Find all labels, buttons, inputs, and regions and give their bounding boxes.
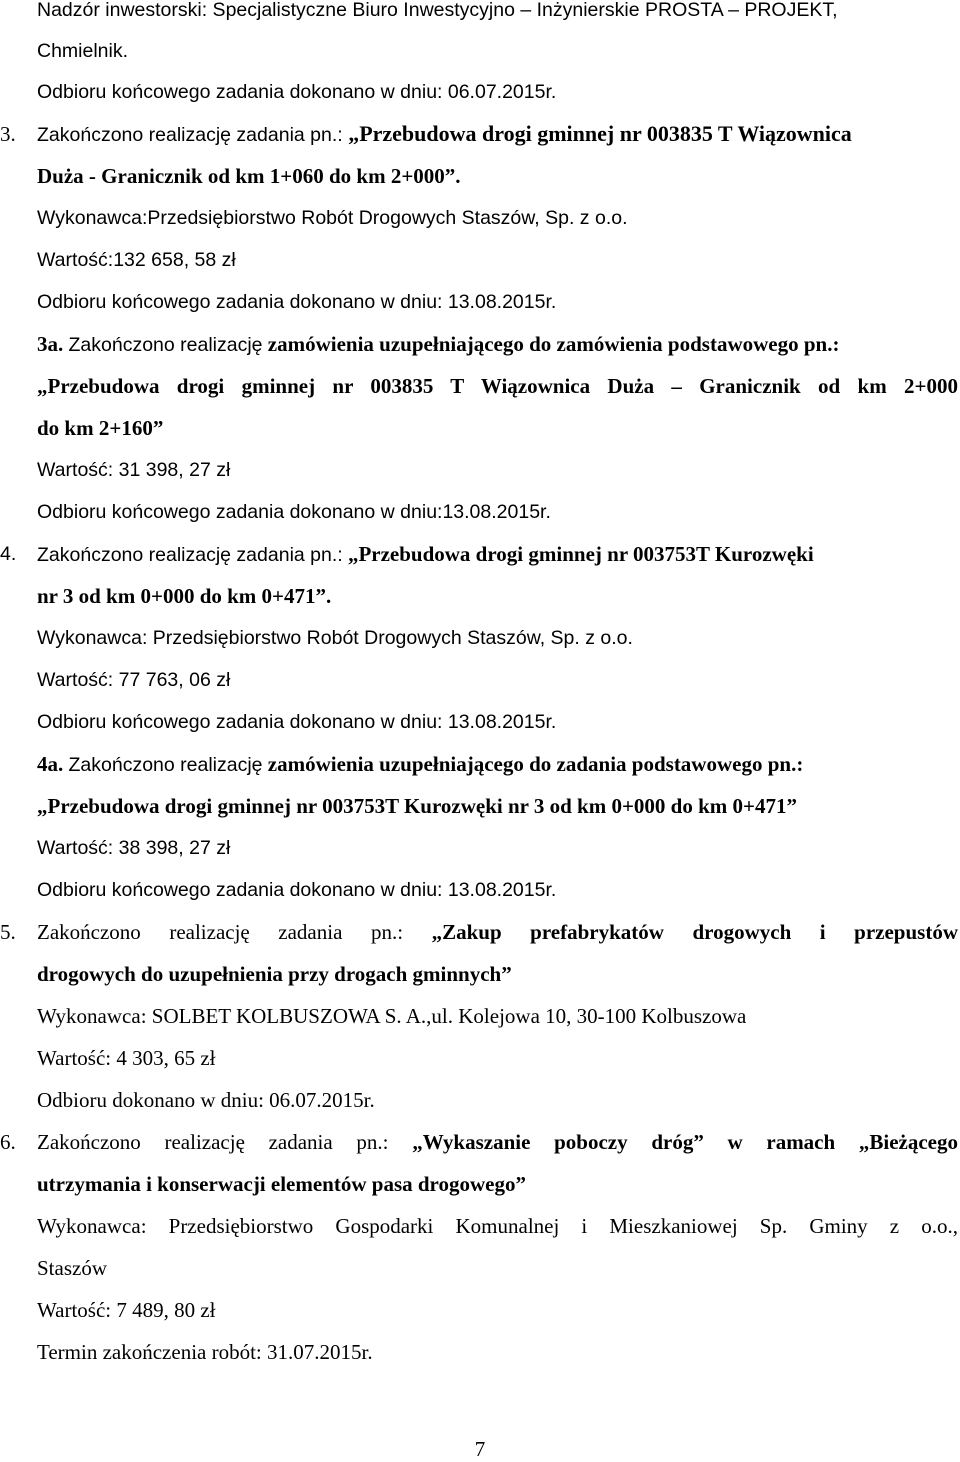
item-5-value: Wartość: 4 303, 65 zł (37, 1046, 216, 1070)
item-4a-tail: pn.: (767, 752, 804, 776)
item-3a-title-line-2: do km 2+160” (37, 416, 164, 440)
item-3-contractor: Wykonawca:Przedsiębiorstwo Robót Drogowych Staszów, Sp. z o.o. (37, 207, 628, 229)
page-number: 7 (474, 1437, 486, 1461)
item-4-contractor: Wykonawca: Przedsiębiorstwo Robót Drogowych Staszów, Sp. z o.o. (37, 627, 633, 649)
item-3a-acceptance: Odbioru końcowego zadania dokonano w dniu:13.08.2015r. (37, 501, 551, 523)
item-6-title-line-1: „Wykaszanie poboczy dróg” w ramach „Bieżącego (412, 1130, 958, 1154)
item-3a-title-line-1: „Przebudowa drogi gminnej nr 003835 T Wiązownica Duża – Granicznik od km 2+000 (37, 374, 958, 398)
item-4a-title-line-1-row (37, 793, 958, 819)
item-6-contractor-line-2: Staszów (37, 1256, 107, 1280)
item-3a-value: Wartość: 31 398, 27 zł (37, 459, 231, 481)
item-5-lead: Zakończono realizację zadania pn.: (37, 920, 404, 944)
item-4-number: 4. (0, 543, 17, 565)
item-6-contractor-line-1: Wykonawca: Przedsiębiorstwo Gospodarki Komunalnej i Mieszkaniowej Sp. Gminy z o.o., (37, 1214, 958, 1238)
item-4-title-line-2: nr 3 od km 0+000 do km 0+471”. (37, 584, 332, 608)
item-3-acceptance: Odbioru końcowego zadania dokonano w dniu: 13.08.2015r. (37, 291, 557, 313)
item-5-acceptance: Odbioru dokonano w dniu: 06.07.2015r. (37, 1088, 375, 1112)
item-4a-acceptance: Odbioru końcowego zadania dokonano w dniu: 13.08.2015r. (37, 879, 557, 901)
item-5-heading (37, 919, 958, 945)
item-4-acceptance: Odbioru końcowego zadania dokonano w dniu: 13.08.2015r. (37, 711, 557, 733)
item-3a-title-line-2-row (37, 415, 958, 441)
item-3a-title-line-1-row (37, 373, 958, 399)
item-3-title-line-2-row (37, 163, 958, 189)
item-5-title-line-1: „Zakup prefabrykatów drogowych i przepustów (431, 920, 958, 944)
item-3a-number: 3a. (37, 332, 64, 356)
item-4-lead: Zakończono realizację zadania pn.: (37, 544, 343, 566)
item-4a-value: Wartość: 38 398, 27 zł (37, 837, 231, 859)
item-3-title-line-1: „Przebudowa drogi gminnej nr 003835 T Wiązownica (348, 121, 852, 146)
item-5-title-line-2: drogowych do uzupełnienia przy drogach gminnych” (37, 962, 512, 986)
item-4a-title-line-1: „Przebudowa drogi gminnej nr 003753T Kurozwęki nr 3 od km 0+000 do km 0+471” (37, 794, 797, 818)
item-6-heading (37, 1129, 958, 1155)
item-3-heading (37, 121, 958, 147)
item-4a-lead: Zakończono realizację (68, 754, 263, 776)
item-4a-number: 4a. (37, 752, 64, 776)
item-4-title-line-2-row (37, 583, 958, 609)
item-3-number: 3. (0, 122, 16, 146)
item-6-title-line-2: utrzymania i konserwacji elementów pasa drogowego” (37, 1172, 526, 1196)
item-3a-tail: pn.: (803, 332, 840, 356)
item-6-deadline: Termin zakończenia robót: 31.07.2015r. (37, 1340, 373, 1364)
top-acceptance-date: Odbioru końcowego zadania dokonano w dniu: 06.07.2015r. (37, 81, 557, 103)
item-3-value: Wartość:132 658, 58 zł (37, 249, 236, 271)
item-6-lead: Zakończono realizację zadania pn.: (37, 1130, 389, 1154)
item-4-heading (37, 541, 958, 567)
item-6-value: Wartość: 7 489, 80 zł (37, 1298, 216, 1322)
item-4a-heading (37, 751, 958, 777)
item-5-number: 5. (0, 920, 16, 944)
item-4-value: Wartość: 77 763, 06 zł (37, 669, 231, 691)
item-3a-heading (37, 331, 958, 357)
item-6-title-line-2-row (37, 1171, 958, 1197)
item-5-contractor: Wykonawca: SOLBET KOLBUSZOWA S. A.,ul. Kolejowa 10, 30-100 Kolbuszowa (37, 1004, 747, 1028)
item-4-title-line-1: „Przebudowa drogi gminnej nr 003753T Kurozwęki (347, 542, 814, 566)
item-3a-lead: Zakończono realizację (68, 334, 263, 356)
supervision-line-1: Nadzór inwestorski: Specjalistyczne Biuro Inwestycyjno – Inżynierskie PROSTA – PROJEKT, (37, 0, 838, 21)
item-6-number: 6. (0, 1130, 16, 1154)
supervision-line-2: Chmielnik. (37, 40, 129, 62)
item-3-title-line-2: Duża - Granicznik od km 1+060 do km 2+000”. (37, 164, 461, 188)
item-3a-bold-phrase: zamówienia uzupełniającego do zamówienia podstawowego (267, 332, 799, 356)
item-3-lead: Zakończono realizację zadania pn.: (37, 124, 343, 146)
item-4a-bold-phrase: zamówienia uzupełniającego do zadania podstawowego (267, 752, 763, 776)
item-5-title-line-2-row (37, 961, 958, 987)
